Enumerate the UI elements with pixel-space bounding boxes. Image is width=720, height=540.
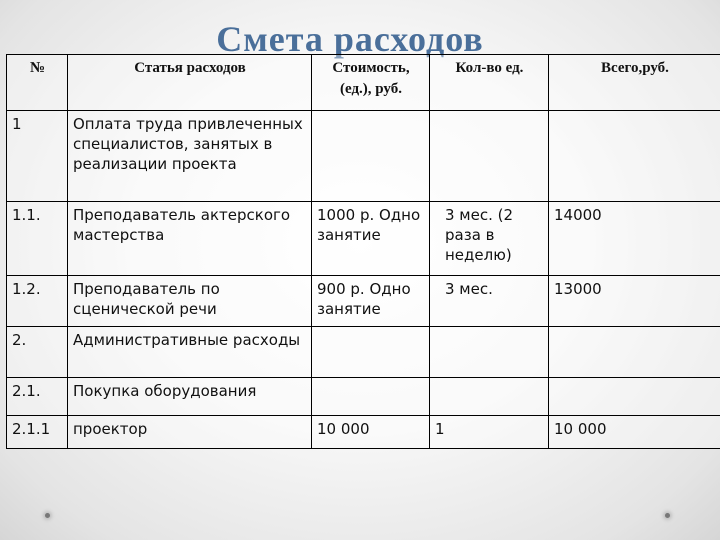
row-cost: 900 р. Одно занятие xyxy=(312,276,430,327)
row-quantity: 1 xyxy=(430,416,549,449)
row-quantity xyxy=(430,202,549,276)
row-total xyxy=(549,111,720,202)
row-number: 1 xyxy=(7,111,68,202)
decorative-dot-right xyxy=(665,513,670,518)
row-item: Преподаватель по сценической речи xyxy=(68,276,312,327)
row-item: Административные расходы xyxy=(68,327,312,378)
row-quantity-text: 3 мес. xyxy=(445,280,493,298)
table-header-row xyxy=(7,55,720,111)
row-total xyxy=(549,327,720,378)
row-number: 1.2. xyxy=(7,276,68,327)
header-item: Статья расходов xyxy=(68,55,312,111)
row-cost xyxy=(312,111,430,202)
row-quantity xyxy=(430,276,549,327)
table-row xyxy=(7,327,720,378)
table-row xyxy=(7,416,720,449)
row-item: Покупка оборудования xyxy=(68,378,312,416)
row-number: 2.1.1 xyxy=(7,416,68,449)
row-number: 2.1. xyxy=(7,378,68,416)
row-total: 14000 xyxy=(549,202,720,276)
row-quantity xyxy=(430,111,549,202)
row-cost xyxy=(312,378,430,416)
row-quantity-text: 3 мес. (2 раза в неделю) xyxy=(445,206,514,264)
row-item: Преподаватель актерского мастерства xyxy=(68,202,312,276)
budget-table xyxy=(6,54,720,449)
table-row xyxy=(7,378,720,416)
row-total xyxy=(549,378,720,416)
row-cost xyxy=(312,327,430,378)
table-row xyxy=(7,111,720,202)
row-item: Оплата труда привлеченных специалистов, занятых в реализации проекта xyxy=(68,111,312,202)
header-number: № xyxy=(7,55,68,111)
row-total: 13000 xyxy=(549,276,720,327)
header-total: Всего,руб. xyxy=(549,55,720,111)
row-cost: 10 000 xyxy=(312,416,430,449)
row-quantity xyxy=(430,378,549,416)
row-item: проектор xyxy=(68,416,312,449)
row-cost: 1000 р. Одно занятие xyxy=(312,202,430,276)
header-cost: Стоимость, (ед.), руб. xyxy=(312,55,430,111)
decorative-dot-left xyxy=(45,513,50,518)
row-quantity xyxy=(430,327,549,378)
header-quantity: Кол-во ед. xyxy=(430,55,549,111)
table-row xyxy=(7,202,720,276)
slide-title: Смета расходов xyxy=(216,19,484,59)
table-row xyxy=(7,276,720,327)
row-total: 10 000 xyxy=(549,416,720,449)
row-number: 1.1. xyxy=(7,202,68,276)
row-number: 2. xyxy=(7,327,68,378)
